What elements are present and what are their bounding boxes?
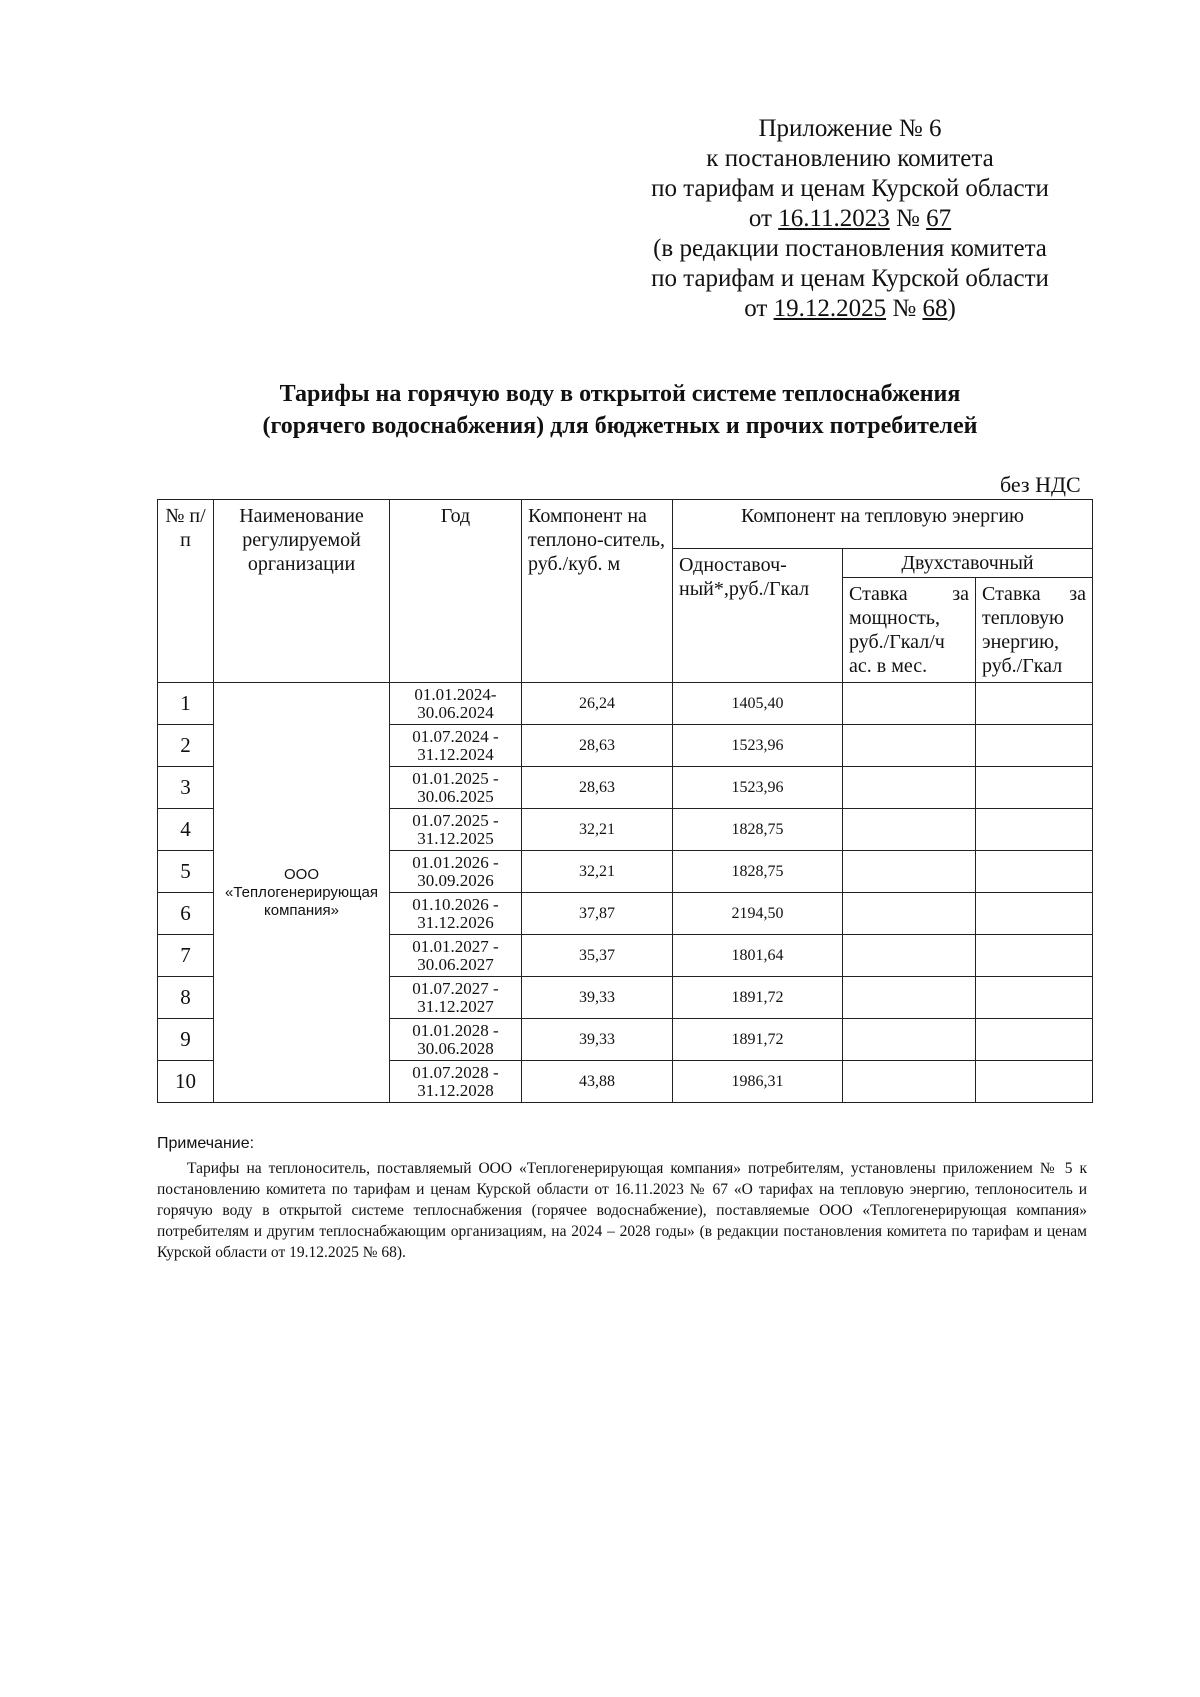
energy-rate-value	[976, 1061, 1093, 1103]
single-rate-value: 1801,64	[673, 935, 843, 977]
resolution-date: 16.11.2023	[778, 205, 890, 232]
vat-note: без НДС	[1000, 472, 1081, 497]
capacity-rate-value	[843, 767, 976, 809]
organization-name: ООО «Теплогенерирующая компания»	[214, 683, 390, 1103]
appendix-line-7-mid: №	[886, 295, 923, 322]
period-cell: 01.07.2027 - 31.12.2027	[390, 977, 522, 1019]
energy-rate-value	[976, 809, 1093, 851]
energy-rate-value	[976, 725, 1093, 767]
energy-rate-value	[976, 935, 1093, 977]
single-rate-value: 1523,96	[673, 767, 843, 809]
row-number: 7	[158, 935, 214, 977]
period-cell: 01.01.2025 - 30.06.2025	[390, 767, 522, 809]
carrier-value: 28,63	[522, 725, 673, 767]
appendix-line-4-prefix: от	[748, 205, 779, 232]
energy-rate-value	[976, 851, 1093, 893]
appendix-line-1: Приложение № 6	[758, 115, 942, 142]
appendix-line-2: к постановлению комитета	[706, 145, 994, 172]
header-num: № п/п	[158, 500, 214, 683]
carrier-value: 28,63	[522, 767, 673, 809]
single-rate-value: 1405,40	[673, 683, 843, 725]
period-cell: 01.07.2024 - 31.12.2024	[390, 725, 522, 767]
title-line-2: (горячего водоснабжения) для бюджетных и прочих потребителей	[262, 413, 978, 439]
header-two-part: Двухставочный	[843, 549, 1093, 578]
period-cell: 01.10.2026 - 31.12.2026	[390, 893, 522, 935]
amendment-number: 68	[922, 295, 948, 322]
single-rate-value: 2194,50	[673, 893, 843, 935]
single-rate-value: 1828,75	[673, 809, 843, 851]
header-single: Одноставоч-ный*,руб./Гкал	[673, 549, 843, 683]
appendix-line-3: по тарифам и ценам Курской области	[651, 175, 1049, 202]
carrier-value: 26,24	[522, 683, 673, 725]
header-heat: Компонент на тепловую энергию	[673, 500, 1093, 549]
appendix-header	[620, 114, 1080, 324]
capacity-rate-value	[843, 725, 976, 767]
header-org: Наименование регулируемой организации	[214, 500, 390, 683]
capacity-rate-value	[843, 1061, 976, 1103]
appendix-line-7-suffix: )	[947, 295, 956, 322]
carrier-value: 43,88	[522, 1061, 673, 1103]
note-label: Примечание:	[157, 1135, 255, 1152]
row-number: 9	[158, 1019, 214, 1061]
appendix-line-6: по тарифам и ценам Курской области	[651, 265, 1049, 292]
energy-rate-value	[976, 1019, 1093, 1061]
period-cell: 01.01.2024- 30.06.2024	[390, 683, 522, 725]
capacity-rate-value	[843, 683, 976, 725]
tariff-table	[157, 499, 1093, 1103]
carrier-value: 35,37	[522, 935, 673, 977]
title-line-1: Тарифы на горячую воду в открытой системе теплоснабжения	[279, 381, 961, 407]
period-cell: 01.07.2028 - 31.12.2028	[390, 1061, 522, 1103]
amendment-date: 19.12.2025	[773, 295, 887, 322]
appendix-line-4-mid: №	[889, 205, 927, 232]
single-rate-value: 1891,72	[673, 1019, 843, 1061]
header-carrier: Компонент на теплоно-ситель, руб./куб. м	[522, 500, 673, 683]
period-cell: 01.01.2028 - 30.06.2028	[390, 1019, 522, 1061]
capacity-rate-value	[843, 893, 976, 935]
carrier-value: 32,21	[522, 851, 673, 893]
energy-rate-value	[976, 977, 1093, 1019]
row-number: 1	[158, 683, 214, 725]
appendix-line-7	[620, 294, 1080, 324]
row-number: 6	[158, 893, 214, 935]
header-year: Год	[390, 500, 522, 683]
header-capacity: Ставка за мощность, руб./Гкал/ч ас. в мес.	[843, 578, 976, 683]
row-number: 3	[158, 767, 214, 809]
appendix-line-4	[620, 204, 1080, 234]
capacity-rate-value	[843, 851, 976, 893]
energy-rate-value	[976, 767, 1093, 809]
capacity-rate-value	[843, 935, 976, 977]
row-number: 4	[158, 809, 214, 851]
row-number: 2	[158, 725, 214, 767]
energy-rate-value	[976, 893, 1093, 935]
period-cell: 01.01.2026 - 30.09.2026	[390, 851, 522, 893]
period-cell: 01.01.2027 - 30.06.2027	[390, 935, 522, 977]
single-rate-value: 1986,31	[673, 1061, 843, 1103]
carrier-value: 39,33	[522, 1019, 673, 1061]
energy-rate-value	[976, 683, 1093, 725]
table-row	[158, 683, 1093, 725]
single-rate-value: 1523,96	[673, 725, 843, 767]
appendix-line-7-prefix: от	[744, 295, 774, 322]
appendix-line-5: (в редакции постановления комитета	[653, 235, 1047, 262]
single-rate-value: 1891,72	[673, 977, 843, 1019]
document-title	[150, 378, 1090, 442]
row-number: 5	[158, 851, 214, 893]
capacity-rate-value	[843, 1019, 976, 1061]
header-energy: Ставка за тепловую энергию, руб./Гкал	[976, 578, 1093, 683]
capacity-rate-value	[843, 809, 976, 851]
carrier-value: 32,21	[522, 809, 673, 851]
resolution-number: 67	[926, 205, 952, 232]
carrier-value: 37,87	[522, 893, 673, 935]
row-number: 8	[158, 977, 214, 1019]
carrier-value: 39,33	[522, 977, 673, 1019]
single-rate-value: 1828,75	[673, 851, 843, 893]
period-cell: 01.07.2025 - 31.12.2025	[390, 809, 522, 851]
note-text: Тарифы на теплоноситель, поставляемый ООО «Теплогенерирующая компания» потребителям, установлены приложением № 5 к постановлению комитета по тарифам и ценам Курской области от 16.11.2023 № 67 «О тарифах на тепловую энергию, теплоноситель и горячую воду в открытой системе теплоснабжения (горячее водоснабжение), поставляемые ООО «Теплогенерирующая компания» потребителям и другим теплоснабжающим организациям, на 2024 – 2028 годы» (в редакции постановления комитета по тарифам и ценам Курской области от 19.12.2025 № 68).	[157, 1160, 1087, 1261]
capacity-rate-value	[843, 977, 976, 1019]
row-number: 10	[158, 1061, 214, 1103]
